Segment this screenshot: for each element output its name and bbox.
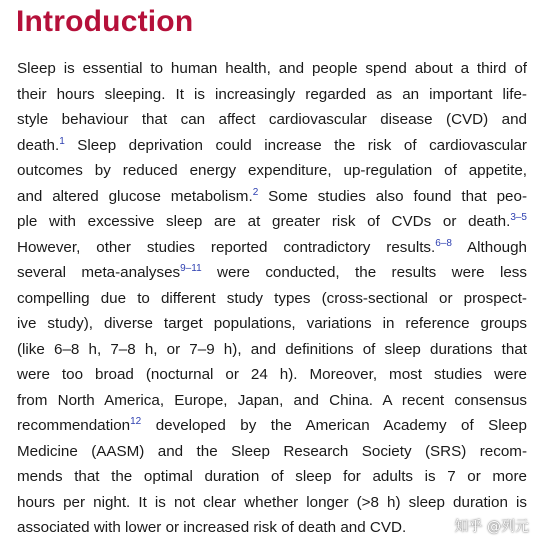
- text-line: [17, 311, 527, 337]
- text-line: [17, 362, 527, 388]
- text-segment: mends that the optimal duration of sleep for adults is 7 or more: [17, 468, 527, 485]
- text-segment: compelling due to different study types (cross-sectional or prospect-: [17, 289, 527, 307]
- text-line: [17, 158, 527, 184]
- text-segment: Sleep deprivation could increase the risk of cardiovascular: [64, 136, 527, 154]
- text-segment: (like 6–8 h, 7–8 h, or 7–9 h), and definitions of sleep durations that: [17, 340, 527, 358]
- text-segment: hours per night. It is not clear whether longer (>8 h) sleep duration is: [17, 493, 527, 511]
- text-segment: their hours sleeping. It is increasingly regarded as an important life-: [17, 85, 527, 103]
- section-heading: Introduction: [16, 5, 194, 38]
- text-line: [17, 209, 527, 235]
- text-line: [17, 82, 527, 108]
- reference-link[interactable]: 6–8: [435, 237, 452, 249]
- text-segment: Although: [451, 238, 528, 256]
- text-segment: developed by the American Academy of Sleep: [141, 417, 527, 434]
- text-segment: style behaviour that can affect cardiovascular disease (CVD) and: [17, 111, 527, 128]
- text-segment: Medicine (AASM) and the Sleep Research Society (SRS) recom-: [17, 442, 527, 460]
- text-segment: and altered glucose metabolism.: [17, 187, 253, 205]
- text-segment: However, other studies reported contradictory results.: [17, 238, 436, 256]
- reference-link[interactable]: 9–11: [180, 263, 202, 274]
- text-line: [17, 286, 527, 312]
- text-segment: death.: [17, 136, 60, 154]
- text-line: [17, 439, 527, 465]
- text-segment: Sleep is essential to human health, and people spend about a third of: [17, 60, 527, 77]
- text-segment: ive study), diverse target populations, variations in reference groups: [17, 315, 527, 332]
- text-line: [17, 490, 527, 516]
- text-line: [17, 515, 527, 541]
- reference-link[interactable]: 12: [130, 416, 142, 427]
- text-segment: were conducted, the results were less: [201, 264, 527, 281]
- text-line: [17, 56, 527, 82]
- watermark: 知乎 @列元: [454, 519, 529, 535]
- text-line: [17, 133, 527, 159]
- reference-link[interactable]: 3–5: [510, 212, 527, 223]
- text-line: [17, 107, 527, 133]
- introduction-paragraph: [17, 56, 527, 541]
- text-line: [17, 388, 527, 414]
- text-segment: associated with lower or increased risk of death and CVD.: [17, 519, 407, 536]
- text-line: [17, 337, 527, 363]
- text-segment: were too broad (nocturnal or 24 h). Moreover, most studies were: [17, 366, 527, 383]
- text-line: [17, 235, 527, 261]
- text-line: [17, 184, 527, 210]
- reference-link[interactable]: 1: [59, 135, 65, 147]
- text-line: [17, 464, 527, 490]
- text-segment: Some studies also found that peo-: [258, 187, 528, 205]
- text-segment: several meta-analyses: [17, 264, 181, 281]
- text-line: [17, 413, 527, 439]
- text-segment: outcomes by reduced energy expenditure, up-regulation of appetite,: [17, 162, 527, 179]
- text-segment: from North America, Europe, Japan, and China. A recent consensus: [17, 391, 527, 409]
- text-segment: recommendation: [17, 417, 131, 434]
- text-segment: ple with excessive sleep are at greater risk of CVDs or death.: [17, 213, 511, 230]
- reference-link[interactable]: 2: [252, 186, 259, 198]
- text-line: [17, 260, 527, 286]
